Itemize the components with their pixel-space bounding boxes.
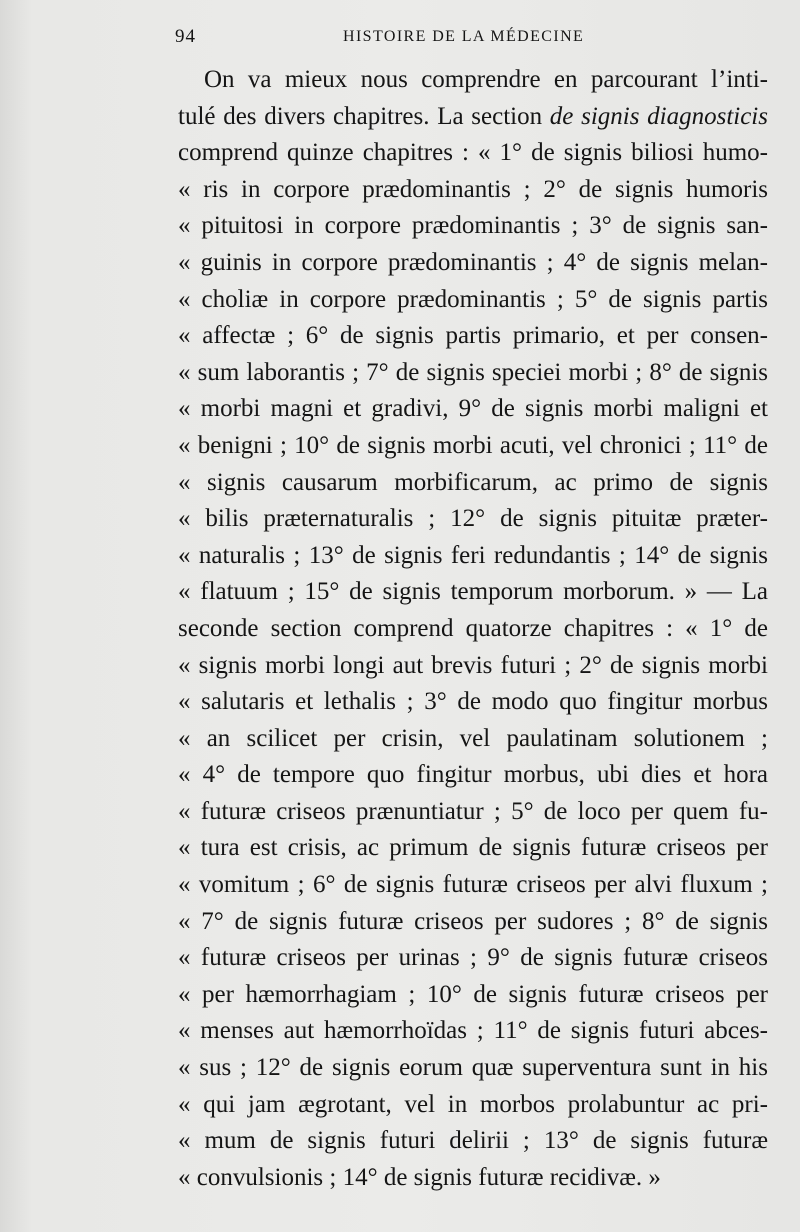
text-line: « morbi magni et gradivi, 9° de signis morbi maligni et	[178, 395, 768, 423]
text-line: « 4° de tempore quo fingitur morbus, ubi dies et hora	[178, 761, 768, 789]
text-line: « bilis præternaturalis ; 12° de signis pituitæ præter-	[178, 505, 768, 533]
text-line: « naturalis ; 13° de signis feri redundantis ; 14° de signis	[178, 541, 768, 569]
text-line: « futuræ criseos prænuntiatur ; 5° de loco per quem fu-	[178, 797, 768, 825]
text-line: « benigni ; 10° de signis morbi acuti, vel chronici ; 11° de	[178, 431, 768, 459]
text-line-part: tulé des divers chapitres. La section	[178, 102, 543, 130]
text-line: « sus ; 12° de signis eorum quæ superventura sunt in his	[178, 1054, 768, 1082]
text-line: « 7° de signis futuræ criseos per sudores ; 8° de signis	[178, 907, 768, 935]
text-line: « an scilicet per crisin, vel paulatinam solutionem ;	[178, 724, 768, 752]
text-line: « flatuum ; 15° de signis temporum morborum. » — La	[178, 578, 768, 606]
text-line: « menses aut hæmorrhoïdas ; 11° de signis futuri abces-	[178, 1017, 768, 1045]
text-line: seconde section comprend quatorze chapitres : « 1° de	[178, 614, 768, 642]
page-number: 94	[175, 26, 196, 47]
text-line: « sum laborantis ; 7° de signis speciei morbi ; 8° de signis	[178, 358, 768, 386]
running-head: HISTOIRE DE LA MÉDECINE	[343, 28, 585, 45]
section-title-italic: de signis diagnosticis	[549, 102, 768, 130]
text-line-with-title	[178, 99, 768, 136]
body-text	[178, 62, 768, 1196]
text-line: « signis morbi longi aut brevis futuri ; 2° de signis morbi	[178, 651, 768, 679]
text-line: « qui jam ægrotant, vel in morbos prolabuntur ac pri-	[178, 1090, 768, 1118]
text-line: « convulsionis ; 14° de signis futuræ recidivæ. »	[178, 1163, 661, 1191]
text-line: « mum de signis futuri delirii ; 13° de signis futuræ	[178, 1127, 768, 1155]
text-line: « pituitosi in corpore prædominantis ; 3° de signis san-	[178, 212, 768, 240]
text-line: On va mieux nous comprendre en parcourant l’inti-	[204, 66, 768, 93]
text-line: « per hæmorrhagiam ; 10° de signis futuræ criseos per	[178, 980, 768, 1008]
text-line: « affectæ ; 6° de signis partis primario, et per consen-	[178, 322, 768, 350]
text-line: « futuræ criseos per urinas ; 9° de signis futuræ criseos	[178, 944, 768, 972]
text-line: « salutaris et lethalis ; 3° de modo quo fingitur morbus	[178, 688, 768, 716]
text-line: comprend quinze chapitres : « 1° de signis biliosi humo-	[178, 139, 768, 167]
text-line: « guinis in corpore prædominantis ; 4° de signis melan-	[178, 248, 768, 276]
text-line: « choliæ in corpore prædominantis ; 5° de signis partis	[178, 285, 768, 313]
text-line: « vomitum ; 6° de signis futuræ criseos per alvi fluxum ;	[178, 871, 768, 899]
page-header	[175, 26, 785, 58]
text-line: « signis causarum morbificarum, ac primo de signis	[178, 468, 768, 496]
text-line: « tura est crisis, ac primum de signis futuræ criseos per	[178, 834, 768, 862]
text-line: « ris in corpore prædominantis ; 2° de signis humoris	[178, 175, 768, 203]
